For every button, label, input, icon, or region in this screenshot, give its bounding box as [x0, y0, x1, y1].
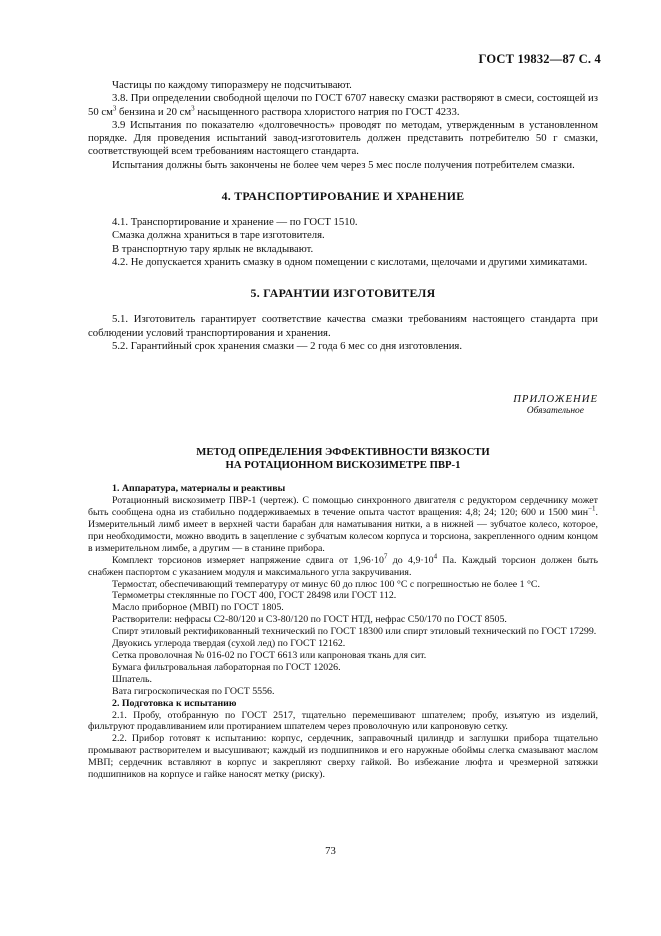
- page-number: 73: [325, 845, 336, 857]
- method-title-line-2: НА РОТАЦИОННОМ ВИСКОЗИМЕТРЕ ПВР-1: [225, 458, 461, 471]
- list-item: Шпатель.: [112, 673, 152, 685]
- paragraph-3-9: 3.9 Испытания по показателю «долговечность» проводят по методам, утвержденным в установленном порядке. Для проведения испытаний завод-изготовитель должен представить потребителю 50 г смазки, соответствующей всем требованиям настоящего стандарта.: [88, 118, 598, 158]
- document-body: [88, 79, 598, 781]
- method-title-line-1: МЕТОД ОПРЕДЕЛЕНИЯ ЭФФЕКТИВНОСТИ ВЯЗКОСТИ: [196, 446, 490, 459]
- appendix-note: Обязательное: [526, 406, 584, 417]
- paragraph: Частицы по каждому типоразмеру не подсчитывают.: [112, 79, 352, 91]
- paragraph-4-1: 4.1. Транспортирование и хранение — по ГОСТ 1510.: [112, 216, 358, 229]
- paragraph-2-2: 2.2. Прибор готовят к испытанию: корпус, сердечник, заправочный цилиндр и заглушки прибора тщательно промывают растворителем и высушивают; каждый из подшипников и его наружные обоймы слегка смазывают маслом МВП; сердечник вставляют в корпус и закрепляют сверху гайкой. Во избежание люфта и чрезмерной затяжки подшипников на корпусе и гайке наносят метку (риску).: [88, 733, 598, 781]
- paragraph-5-1: 5.1. Изготовитель гарантирует соответствие качества смазки требованиям настоящего стандарта при соблюдении условий транспортирования и хранения.: [88, 313, 598, 339]
- paragraph: В транспортную тару ярлык не вкладывают.: [112, 242, 314, 255]
- paragraph-4-2: 4.2. Не допускается хранить смазку в одном помещении с кислотами, щелочами и другими химикатами.: [112, 255, 588, 268]
- paragraph-3-8: 3.8. При определении свободной щелочи по ГОСТ 6707 навеску смазки растворяют в смеси, состоящей из 50 $см^3$ бензина и 20 $см^3$ насыщенного раствора хлористого натрия по ГОСТ 4233.: [88, 92, 598, 118]
- paragraph: Испытания должны быть закончены не более чем через 5 мес после получения потребителем смазки.: [112, 158, 575, 171]
- list-item: Бумага фильтровальная лабораторная по ГОСТ 12026.: [112, 661, 341, 673]
- paragraph-2-1: 2.1. Пробу, отобранную по ГОСТ 2517, тщательно перемешивают шпателем; пробу, изъятую из изделий, фильтруют продавливанием или протиранием шпателем через проволочную или капроновую сетку.: [88, 709, 598, 733]
- section-4-heading: 4. ТРАНСПОРТИРОВАНИЕ И ХРАНЕНИЕ: [221, 189, 465, 204]
- section-5-heading: 5. ГАРАНТИИ ИЗГОТОВИТЕЛЯ: [250, 286, 436, 301]
- subsection-2-heading: 2. Подготовка к испытанию: [112, 697, 237, 709]
- appendix-title: ПРИЛОЖЕНИЕ: [513, 393, 598, 406]
- page-header: ГОСТ 19832—87 С. 4: [478, 52, 601, 66]
- appendix-label: [88, 393, 598, 417]
- list-item: Термостат, обеспечивающий температуру от минус 60 до плюс 100 °С с погрешностью не более 1 °С.: [112, 578, 540, 590]
- paragraph-5-2: 5.2. Гарантийный срок хранения смазки — 2 года 6 мес со дня изготовления.: [112, 339, 462, 352]
- paragraph-torsions: Комплект торсионов измеряет напряжение сдвига от $1,96\cdot 10^7$ до $4,9\cdot 10^4$ Па. Каждый торсион должен быть снабжен паспортом с указанием модуля и максимального угла закручивания.: [88, 552, 598, 578]
- paragraph-viscometer: Ротационный вискозиметр ПВР-1 (чертеж). С помощью синхронного двигателя с редуктором сердечнику может быть сообщена одна из стабильно поддерживаемых в течение опыта частот вращения: 4,8; 24; 120; 600 и 1500 мин$^{-1}$. Измерительный лимб имеет в верхней части барабан для наматывания нитки, а в нижней — зубчатое колесо, которое, при необходимости, можно вводить в зацепление с зубчатым колесом корпуса и торсиона, закрепленного одним концом в измерительном лимбе, а другим — в станине прибора.: [88, 495, 598, 554]
- list-item: Двуокись углерода твердая (сухой лед) по ГОСТ 12162.: [112, 638, 346, 650]
- list-item: Спирт этиловый ректификованный технический по ГОСТ 18300 или спирт этиловый технический по ГОСТ 17299.: [112, 626, 597, 638]
- list-item: Масло приборное (МВП) по ГОСТ 1805.: [112, 602, 284, 614]
- list-item: Сетка проволочная № 016-02 по ГОСТ 6613 или капроновая ткань для сит.: [112, 649, 427, 661]
- paragraph: Смазка должна храниться в таре изготовителя.: [112, 229, 325, 242]
- list-item: Вата гигроскопическая по ГОСТ 5556.: [112, 685, 275, 697]
- list-item: Растворители: нефрасы С2-80/120 и С3-80/120 по ГОСТ НТД, нефрас С50/170 по ГОСТ 8505.: [112, 614, 507, 626]
- subsection-1-heading: 1. Аппаратура, материалы и реактивы: [112, 483, 286, 495]
- method-title: [88, 446, 598, 471]
- list-item: Термометры стеклянные по ГОСТ 400, ГОСТ 28498 или ГОСТ 112.: [112, 590, 397, 602]
